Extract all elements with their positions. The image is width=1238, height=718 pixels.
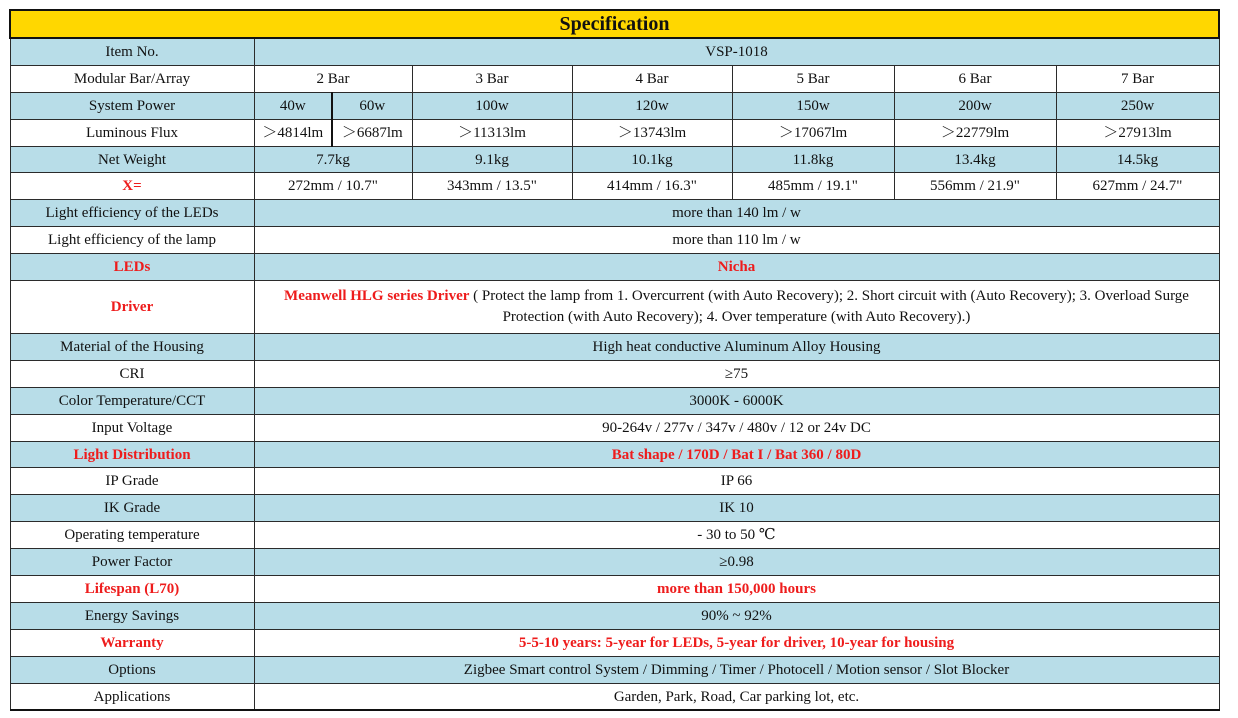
weight-cell: 10.1kg	[572, 146, 732, 173]
flux-cell: ＞4814lm	[254, 119, 332, 146]
table-row	[10, 522, 1219, 549]
row-value: 90% ~ 92%	[254, 602, 1219, 629]
row-value: more than 150,000 hours	[254, 576, 1219, 603]
row-label: Light efficiency of the lamp	[10, 227, 254, 254]
row-label-item-no: Item No.	[10, 38, 254, 65]
row-label: Energy Savings	[10, 602, 254, 629]
table-row	[10, 200, 1219, 227]
power-cell: 60w	[332, 92, 412, 119]
dimension-cell: 272mm / 10.7"	[254, 173, 412, 200]
row-value: Garden, Park, Road, Car parking lot, etc.	[254, 683, 1219, 710]
row-value: more than 110 lm / w	[254, 227, 1219, 254]
row-value: IP 66	[254, 468, 1219, 495]
row-label: IP Grade	[10, 468, 254, 495]
row-label: Power Factor	[10, 549, 254, 576]
weight-cell: 9.1kg	[412, 146, 572, 173]
row-label: Lifespan (L70)	[10, 576, 254, 603]
modular-cell: 2 Bar	[254, 65, 412, 92]
row-label-modular: Modular Bar/Array	[10, 65, 254, 92]
item-no-value: VSP-1018	[254, 38, 1219, 65]
row-value: more than 140 lm / w	[254, 200, 1219, 227]
power-cell: 250w	[1056, 92, 1219, 119]
table-row	[10, 38, 1219, 65]
modular-cell: 4 Bar	[572, 65, 732, 92]
table-row	[10, 360, 1219, 387]
row-value: ≥0.98	[254, 549, 1219, 576]
power-cell: 200w	[894, 92, 1056, 119]
row-label-luminous-flux: Luminous Flux	[10, 119, 254, 146]
modular-cell: 3 Bar	[412, 65, 572, 92]
driver-value	[254, 281, 1219, 334]
row-value: 90-264v / 277v / 347v / 480v / 12 or 24v DC	[254, 414, 1219, 441]
flux-cell: ＞22779lm	[894, 119, 1056, 146]
table-row	[10, 227, 1219, 254]
row-label: IK Grade	[10, 495, 254, 522]
table-row	[10, 441, 1219, 468]
flux-cell: ＞13743lm	[572, 119, 732, 146]
modular-cell: 5 Bar	[732, 65, 894, 92]
driver-name: Meanwell HLG series Driver	[284, 288, 470, 305]
row-label: Applications	[10, 683, 254, 710]
weight-cell: 11.8kg	[732, 146, 894, 173]
table-row	[10, 65, 1219, 92]
table-row	[10, 656, 1219, 683]
power-cell: 120w	[572, 92, 732, 119]
dimension-cell: 485mm / 19.1"	[732, 173, 894, 200]
table-row	[10, 281, 1219, 334]
row-value: Zigbee Smart control System / Dimming / Timer / Photocell / Motion sensor / Slot Blocker	[254, 656, 1219, 683]
row-value: Nicha	[254, 254, 1219, 281]
row-label-driver: Driver	[10, 281, 254, 334]
driver-description: ( Protect the lamp from 1. Overcurrent (with Auto Recovery); 2. Short circuit with (Auto Recovery); 3. Overload Surge Protection (with Auto Recovery); 4. Over temperature (with Auto Recovery).)	[469, 288, 1189, 326]
flux-cell: ＞11313lm	[412, 119, 572, 146]
row-value: High heat conductive Aluminum Alloy Housing	[254, 334, 1219, 361]
power-cell: 100w	[412, 92, 572, 119]
modular-cell: 6 Bar	[894, 65, 1056, 92]
row-label: Color Temperature/CCT	[10, 387, 254, 414]
row-label: Input Voltage	[10, 414, 254, 441]
modular-cell: 7 Bar	[1056, 65, 1219, 92]
row-label: Light Distribution	[10, 441, 254, 468]
table-row	[10, 254, 1219, 281]
row-value: 5-5-10 years: 5-year for LEDs, 5-year for driver, 10-year for housing	[254, 629, 1219, 656]
weight-cell: 7.7kg	[254, 146, 412, 173]
table-row	[10, 495, 1219, 522]
row-label: Options	[10, 656, 254, 683]
table-row	[10, 683, 1219, 710]
dimension-cell: 627mm / 24.7"	[1056, 173, 1219, 200]
table-row	[10, 468, 1219, 495]
row-label: Light efficiency of the LEDs	[10, 200, 254, 227]
table-row	[10, 387, 1219, 414]
table-row	[10, 629, 1219, 656]
row-label: Operating temperature	[10, 522, 254, 549]
row-value: IK 10	[254, 495, 1219, 522]
row-value: ≥75	[254, 360, 1219, 387]
row-label-net-weight: Net Weight	[10, 146, 254, 173]
table-title: Specification	[10, 10, 1219, 38]
power-cell: 40w	[254, 92, 332, 119]
table-row	[10, 146, 1219, 173]
dimension-cell: 556mm / 21.9"	[894, 173, 1056, 200]
table-row	[10, 602, 1219, 629]
weight-cell: 14.5kg	[1056, 146, 1219, 173]
row-label: Warranty	[10, 629, 254, 656]
table-row	[10, 119, 1219, 146]
row-value: Bat shape / 170D / Bat I / Bat 360 / 80D	[254, 441, 1219, 468]
row-label-system-power: System Power	[10, 92, 254, 119]
dimension-cell: 343mm / 13.5"	[412, 173, 572, 200]
table-row	[10, 334, 1219, 361]
flux-cell: ＞27913lm	[1056, 119, 1219, 146]
table-row	[10, 576, 1219, 603]
row-value: - 30 to 50 ℃	[254, 522, 1219, 549]
table-row	[10, 173, 1219, 200]
flux-cell: ＞17067lm	[732, 119, 894, 146]
weight-cell: 13.4kg	[894, 146, 1056, 173]
table-row	[10, 414, 1219, 441]
power-cell: 150w	[732, 92, 894, 119]
row-label: Material of the Housing	[10, 334, 254, 361]
specification-table	[9, 9, 1220, 711]
row-label: CRI	[10, 360, 254, 387]
row-label-x-dimension: X=	[10, 173, 254, 200]
row-value: 3000K - 6000K	[254, 387, 1219, 414]
dimension-cell: 414mm / 16.3"	[572, 173, 732, 200]
table-row	[10, 549, 1219, 576]
flux-cell: ＞6687lm	[332, 119, 412, 146]
table-row	[10, 92, 1219, 119]
row-label: LEDs	[10, 254, 254, 281]
